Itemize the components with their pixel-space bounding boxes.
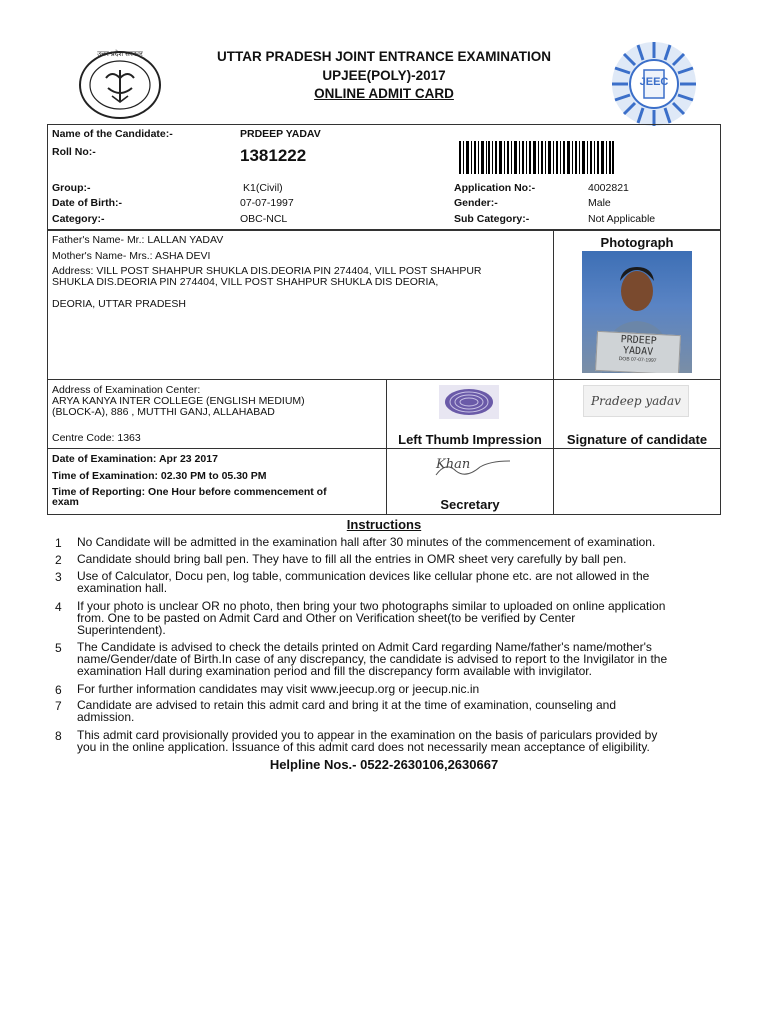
mother-name: Mother's Name- Mrs.: ASHA DEVI	[52, 250, 211, 262]
application-no-label: Application No:-	[454, 182, 536, 194]
candidate-name-value: PRDEEP YADAV	[240, 128, 321, 140]
centre-code: Centre Code: 1363	[52, 432, 141, 444]
gender-value: Male	[588, 197, 611, 209]
instruction-number: 8	[55, 729, 62, 743]
secretary-signature-text: Khan	[436, 457, 471, 472]
instruction-number: 7	[55, 699, 62, 713]
secretary-caption: Secretary	[440, 497, 500, 512]
exam-title: UTTAR PRADESH JOINT ENTRANCE EXAMINATION	[216, 49, 551, 64]
board-line-2: YADAV	[622, 345, 654, 358]
roll-label: Roll No:-	[52, 146, 96, 158]
instruction-line: examination Hall during examination period and fill the discrepancy form available with invigilator.	[77, 664, 592, 678]
jeec-logo-text: JEEC	[639, 76, 669, 88]
photograph-caption: Photograph	[600, 235, 674, 250]
instruction-line: from. One to be pasted on Admit Card and Other on Verification sheet(to be verified by Center	[77, 611, 576, 625]
address-line-3: DEORIA, UTTAR PRADESH	[52, 298, 186, 310]
candidate-name-label: Name of the Candidate:-	[52, 128, 173, 140]
candidate-signature-text: Pradeep yadav	[591, 394, 681, 408]
instruction-line: examination hall.	[77, 581, 168, 595]
reporting-time-line-1: Time of Reporting: One Hour before commencement of	[52, 486, 327, 498]
exam-subtitle: UPJEE(POLY)-2017	[322, 68, 446, 83]
exam-center-line-2: (BLOCK-A), 886 , MUTTHI GANJ, ALLAHABAD	[52, 406, 275, 418]
board-line-1: PRDEEP	[620, 334, 657, 347]
instruction-number: 1	[55, 536, 62, 550]
gender-label: Gender:-	[454, 197, 498, 209]
reporting-time-line-2: exam	[52, 496, 79, 508]
instruction-number: 2	[55, 553, 62, 567]
instruction-line: you in the online application. Issuance of this admit card does not necessarily mean acceptance of eligibility.	[77, 740, 650, 754]
dob-label: Date of Birth:-	[52, 197, 122, 209]
signature-caption: Signature of candidate	[566, 432, 708, 447]
instruction-line: The Candidate is advised to check the details printed on Admit Card regarding Name/father's name/mother's	[77, 640, 652, 654]
instruction-line: admission.	[77, 710, 135, 724]
board-line-3: DOB 07-07-1997	[618, 356, 657, 364]
instruction-number: 6	[55, 683, 62, 697]
dob-value: 07-07-1997	[240, 197, 294, 209]
sub-category-label: Sub Category:-	[454, 213, 530, 225]
instruction-number: 3	[55, 570, 62, 584]
exam-center-label: Address of Examination Center:	[52, 384, 201, 396]
father-name: Father's Name- Mr.: LALLAN YADAV	[52, 234, 224, 246]
instruction-line: Use of Calculator, Docu pen, log table, communication devices like cellular phone etc. are not allowed in the	[77, 569, 650, 583]
thumb-impression-image	[439, 385, 499, 419]
helpline-numbers: Helpline Nos.- 0522-2630106,2630667	[269, 757, 499, 772]
instruction-line: Superintendent).	[77, 623, 166, 637]
instruction-line: No Candidate will be admitted in the examination hall after 30 minutes of the commencement of examination.	[77, 535, 656, 549]
candidate-photo	[582, 251, 692, 373]
sub-category-value: Not Applicable	[588, 213, 656, 225]
barcode-icon	[459, 141, 614, 174]
group-value: K1(Civil)	[243, 182, 283, 194]
instruction-line: Candidate should bring ball pen. They have to fill all the entries in OMR sheet very carefully by ball pen.	[77, 552, 627, 566]
instructions-title: Instructions	[346, 517, 422, 532]
instruction-line: name/Gender/date of Birth.In case of any discrepancy, the candidate is advised to report to the Invigilator in the	[77, 652, 668, 666]
instruction-number: 5	[55, 641, 62, 655]
name-board	[595, 331, 681, 373]
instruction-line: Candidate are advised to retain this admit card and bring it at the time of examination, counseling and	[77, 698, 616, 712]
group-label: Group:-	[52, 182, 91, 194]
roll-value: 1381222	[240, 146, 307, 165]
exam-time: Time of Examination: 02.30 PM to 05.30 PM	[52, 470, 267, 482]
instruction-line: This admit card provisionally provided you to appear in the examination on the basis of pariculars provided by	[77, 728, 658, 742]
thumb-caption: Left Thumb Impression	[398, 432, 542, 447]
category-value: OBC-NCL	[240, 213, 288, 225]
up-emblem-text: उत्तर प्रदेश सरकार	[97, 51, 143, 58]
instruction-line: For further information candidates may visit www.jeecup.org or jeecup.nic.in	[77, 682, 480, 696]
category-label: Category:-	[52, 213, 105, 225]
instruction-number: 4	[55, 600, 62, 614]
address-line-2: SHUKLA DIS.DEORIA PIN 274404, VILL POST SHAHPUR SHUKLA DIS DEORIA,	[52, 276, 439, 288]
blank-box	[553, 448, 721, 515]
instruction-line: If your photo is unclear OR no photo, then bring your two photographs similar to uploaded on online application	[77, 599, 666, 613]
exam-center-line-1: ARYA KANYA INTER COLLEGE (ENGLISH MEDIUM)	[52, 395, 305, 407]
address-line-1: Address: VILL POST SHAHPUR SHUKLA DIS.DEORIA PIN 274404, VILL POST SHAHPUR	[52, 265, 482, 277]
exam-date: Date of Examination: Apr 23 2017	[52, 453, 218, 465]
candidate-signature-image	[583, 385, 689, 417]
secretary-signature-image	[430, 455, 514, 483]
application-no-value: 4002821	[588, 182, 629, 194]
admit-card-title: ONLINE ADMIT CARD	[314, 86, 454, 101]
